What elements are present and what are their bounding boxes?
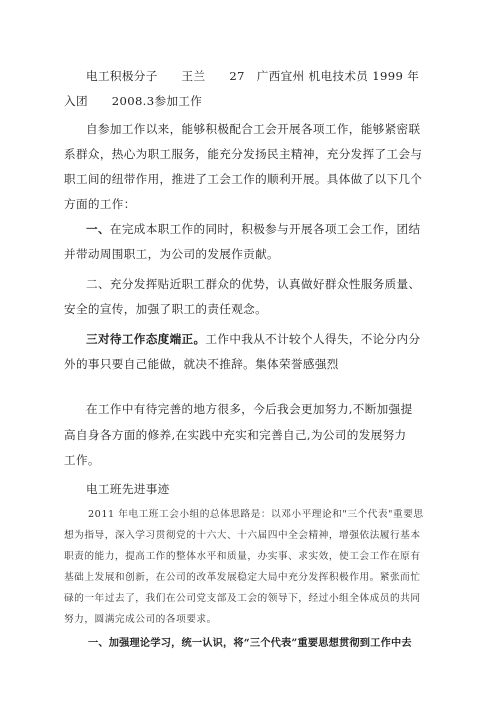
- paragraph-4-line-2: 外的事只要自己能做，就决不推辞。集体荣誉感强烈: [64, 357, 339, 371]
- paragraph-1-line-3: 职工间的纽带作用，推进了工会工作的顺利开展。具体做了以下几个: [64, 172, 423, 186]
- paragraph-2-line-1-rest: 在完成本职工作的同时，积极参与开展各项工会工作，团结: [109, 222, 421, 236]
- paragraph-6-line-1: 2011 年电工班工会小组的总体思路是：以邓小平理论和"三个代表"重要思: [88, 509, 424, 520]
- intro-line-2: 入团 2008.3参加工作: [64, 94, 203, 108]
- paragraph-2-line-2: 并带动周围职工，为公司的发展作贡献。: [64, 247, 279, 261]
- paragraph-1-line-1: 自参加工作以来，能够积极配合工会开展各项工作，能够紧密联: [86, 122, 421, 136]
- paragraph-4-line-1: [86, 331, 434, 347]
- paragraph-5-line-2: 高自身各方面的修养,在实践中充实和完善自己,为公司的发展努力: [64, 428, 407, 442]
- paragraph-1-line-4: 方面的工作：: [64, 197, 136, 211]
- paragraph-2-lead: 一、: [86, 222, 110, 236]
- paragraph-6-line-5: 碌的一年过去了，我们在公司党支部及工会的领导下，经过小组全体成员的共同: [64, 593, 421, 604]
- paragraph-3-line-2: 安全的宣传，加强了职工的责任观念。: [64, 302, 268, 316]
- paragraph-5-line-1: 在工作中有待完善的地方很多，今后我会更加努力,不断加强提: [86, 402, 413, 416]
- paragraph-3-line-1: 二、充分发挥贴近职工群众的优势，认真做好群众性服务质量、: [86, 277, 421, 291]
- paragraph-6-line-3: 职责的能力，提高工作的整体水平和质量，办实事、求实效，使工会工作在原有: [64, 551, 421, 562]
- section-title: 电工班先进事迹: [86, 482, 170, 496]
- paragraph-4-lead: 三对待工作态度端正。: [86, 332, 206, 346]
- paragraph-2-line-1: [86, 221, 434, 237]
- paragraph-4-line-1-rest: 工作中我从不计较个人得失，不论分内分: [205, 332, 421, 346]
- paragraph-1-line-2: 系群众，热心为职工服务，能充分发扬民主精神，充分发挥了工会与: [64, 147, 423, 161]
- paragraph-5-line-3: 工作。: [64, 453, 100, 467]
- intro-line-1: 电工积极分子 王兰 27 广西宜州 机电技术员 1999 年: [86, 69, 420, 83]
- paragraph-6-line-4: 基础上发展和创新，在公司的改革发展稳定大局中充分发挥积极作用。紧张而忙: [64, 572, 421, 583]
- paragraph-6-line-6: 努力，圆满完成公司的各项要求。: [64, 614, 217, 625]
- paragraph-6-line-2: 想为指导，深入学习贯彻党的十六大、十六届四中全会精神，增强依法履行基本: [64, 530, 421, 541]
- section-heading-2: 一、加强理论学习，统一认识，将“三个代表”重要思想贯彻到工作中去: [88, 637, 412, 649]
